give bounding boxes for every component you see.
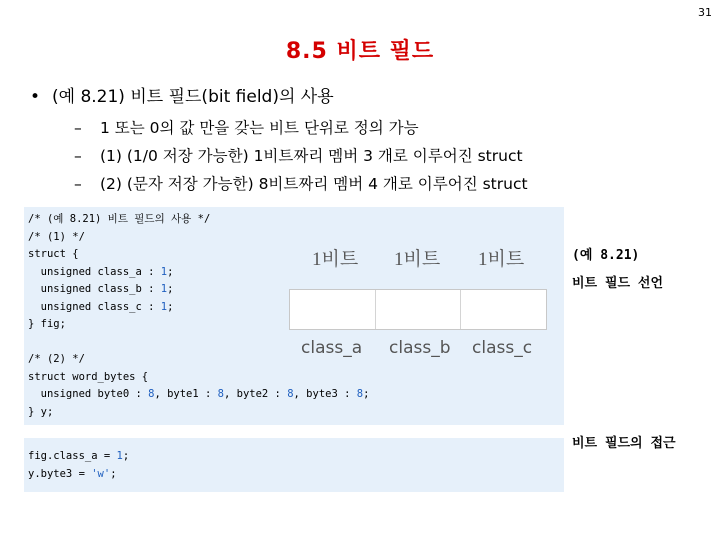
page-number: 31 <box>698 6 712 19</box>
dash-icon: – <box>74 147 82 165</box>
bit-cell <box>376 290 462 329</box>
dash-icon: – <box>74 175 82 193</box>
bit-cell <box>461 290 546 329</box>
bullet-text: (예 8.21) 비트 필드(bit field)의 사용 <box>52 87 334 107</box>
code-access <box>28 448 129 483</box>
code-line: } fig; <box>28 318 66 330</box>
dash-icon: – <box>74 119 82 137</box>
bullet-item <box>30 82 334 107</box>
bit-cell <box>290 290 376 329</box>
bullet-dot-icon: • <box>30 87 41 107</box>
sub-item-text: (2) (문자 저장 가능한) 8비트짜리 멤버 4 개로 이루어진 struct <box>100 175 528 193</box>
sub-item-text: 1 또는 0의 값 만을 갖는 비트 단위로 정의 가능 <box>100 119 419 137</box>
code-line: } y; <box>28 405 54 418</box>
code-line: struct word_bytes { <box>28 370 149 383</box>
bit-label-3: 1비트 <box>478 249 525 270</box>
code-line: unsigned class_b : 1; <box>28 283 174 295</box>
bit-label-2: 1비트 <box>394 249 441 270</box>
code-line: /* (1) */ <box>28 230 85 243</box>
sub-item-3 <box>74 172 528 194</box>
class-label-c: class_c <box>472 338 533 358</box>
code-line: unsigned byte0 : 8, byte1 : 8, byte2 : 8, byte3 : 8; <box>28 388 370 400</box>
code-line: struct { <box>28 248 79 260</box>
class-label-b: class_b <box>389 338 451 358</box>
code-line: unsigned class_a : 1; <box>28 265 174 278</box>
code-line: /* (2) */ <box>28 353 85 365</box>
code-line: /* (예 8.21) 비트 필드의 사용 */ <box>28 213 211 225</box>
sub-item-1 <box>74 116 419 138</box>
bit-field-diagram <box>289 289 547 330</box>
code-line: fig.class_a = 1; <box>28 450 130 462</box>
class-label-a: class_a <box>301 338 363 358</box>
code-line: unsigned class_c : 1; <box>28 300 174 313</box>
sub-item-2 <box>74 144 523 166</box>
code-line: y.byte3 = 'w'; <box>28 467 117 480</box>
bit-label-1: 1비트 <box>312 249 359 270</box>
slide-title: 8.5 비트 필드 <box>285 39 435 64</box>
sub-item-text: (1) (1/0 저장 가능한) 1비트짜리 멤버 3 개로 이루어진 struct <box>100 147 523 165</box>
example-label: (예 8.21) <box>572 248 640 263</box>
declaration-label: 비트 필드 선언 <box>572 276 664 291</box>
access-label: 비트 필드의 접근 <box>572 436 676 451</box>
